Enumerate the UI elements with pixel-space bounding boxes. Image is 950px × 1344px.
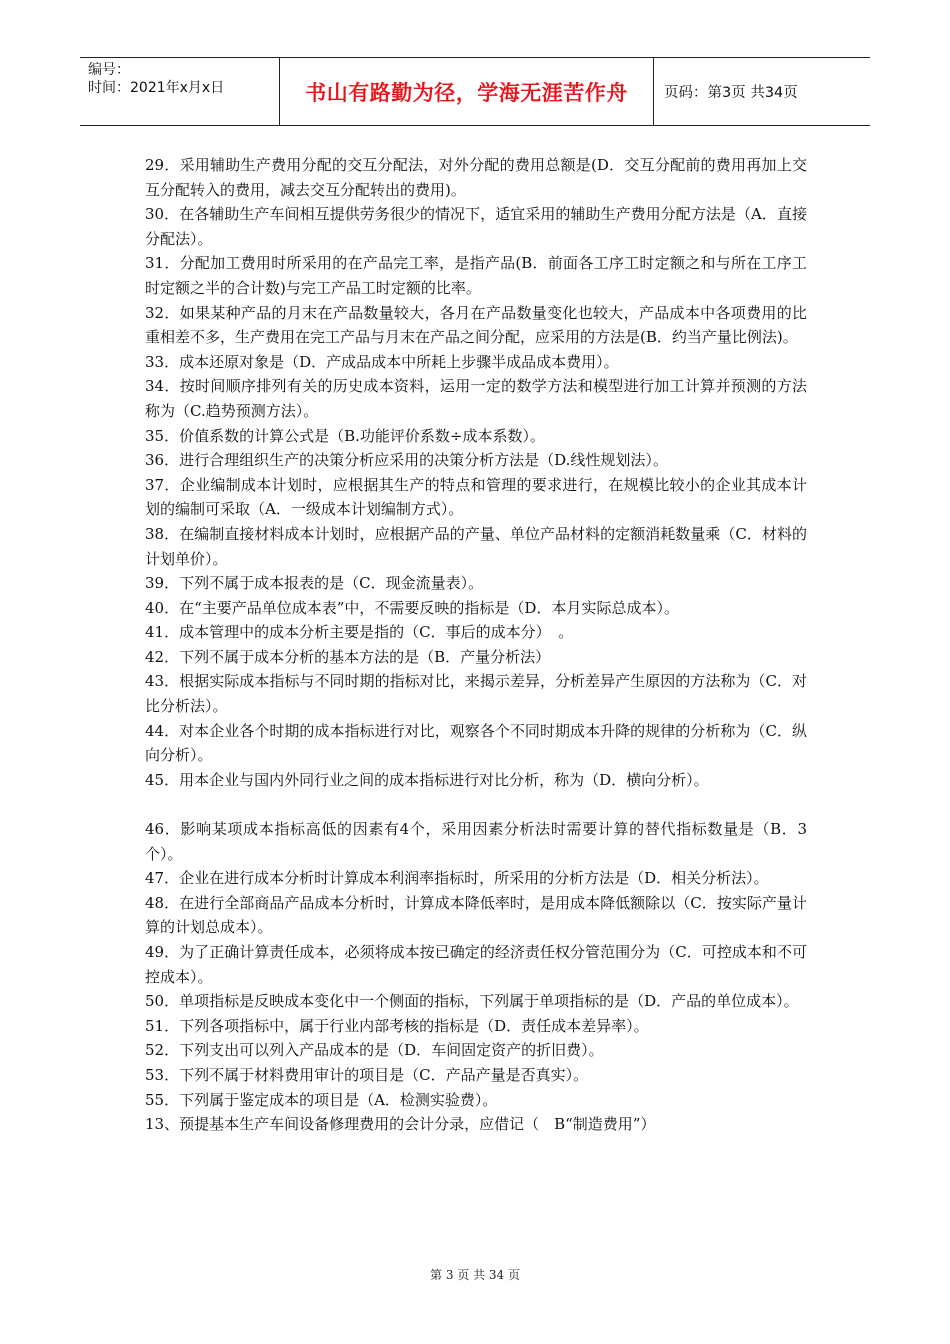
question-item: 35．价值系数的计算公式是（B.功能评价系数÷成本系数）。 [145,426,545,445]
question-item: 41．成本管理中的成本分析主要是指的（C．事后的成本分） 。 [145,623,574,642]
question-item: 32．如果某种产品的月末在产品数量较大，各月在产品数量变化也较大，产品成本中各项费用的比重相差不多，生产费用在完工产品与月末在产品之间分配，应采用的方法是(B．约当产量比例法)。 [145,303,807,347]
question-item: 51．下列各项指标中，属于行业内部考核的指标是（D．责任成本差异率）。 [145,1016,649,1035]
document-number-label: 编号： [88,62,130,78]
question-item: 53．下列不属于材料费用审计的项目是（C．产品产量是否真实）。 [145,1065,589,1084]
question-list-first [145,153,807,792]
question-item: 30．在各辅助生产车间相互提供劳务很少的情况下，适宜采用的辅助生产费用分配方法是（A．直接分配法）。 [145,205,807,248]
question-item: 55．下列属于鉴定成本的项目是（A．检测实验费）。 [145,1090,498,1109]
page-header [80,57,870,126]
question-list-second [145,817,807,1137]
question-item: 52．下列支出可以列入产品成本的是（D．车间固定资产的折旧费）。 [145,1041,604,1060]
page-footer: 第 3 页 共 34 页 [430,1268,520,1282]
section-gap [145,792,807,817]
question-item: 34．按时间顺序排列有关的历史成本资料，运用一定的数学方法和模型进行加工计算并预测的方法称为（C.趋势预测方法）。 [145,377,807,420]
question-item: 38．在编制直接材料成本计划时，应根据产品的产量、单位产品材料的定额消耗数量乘（C．材料的计划单价）。 [145,524,807,568]
question-item: 43．根据实际成本指标与不同时期的指标对比，来揭示差异，分析差异产生原因的方法称为（C．对比分析法）。 [145,672,807,716]
document-body [145,153,807,1137]
question-item: 49．为了正确计算责任成本，必须将成本按已确定的经济责任权分管范围分为（C．可控成本和不可控成本）。 [145,943,807,986]
question-item: 46．影响某项成本指标高低的因素有4个，采用因素分析法时需要计算的替代指标数量是（B．3个）。 [145,820,807,863]
question-item: 48．在进行全部商品产品成本分析时，计算成本降低率时，是用成本降低额除以（C．按实际产量计算的计划总成本）。 [145,893,807,937]
question-item: 37．企业编制成本计划时，应根据其生产的特点和管理的要求进行，在规模比较小的企业其成本计划的编制可采取（A．一级成本计划编制方式）。 [145,475,807,519]
question-item: 45．用本企业与国内外同行业之间的成本指标进行对比分析，称为（D．横向分析）。 [145,770,709,789]
question-item: 42．下列不属于成本分析的基本方法的是（B．产量分析法） [145,647,551,666]
question-item: 44．对本企业各个时期的成本指标进行对比，观察各个不同时期成本升降的规律的分析称为（C．纵向分析）。 [145,721,807,765]
question-item: 29．采用辅助生产费用分配的交互分配法，对外分配的费用总额是(D．交互分配前的费用再加上交互分配转入的费用，减去交互分配转出的费用)。 [145,156,807,199]
question-item: 33．成本还原对象是（D．产成品成本中所耗上步骤半成品成本费用）。 [145,352,619,371]
document-time-label: 时间：2021年x月x日 [88,80,225,96]
question-item: 47．企业在进行成本分析时计算成本利润率指标时，所采用的分析方法是（D．相关分析法）。 [145,869,769,888]
question-item: 40．在“主要产品单位成本表”中，不需要反映的指标是（D．本月实际总成本）。 [145,598,679,617]
question-item: 39．下列不属于成本报表的是（C．现金流量表）。 [145,574,484,593]
question-item: 31．分配加工费用时所采用的在产品完工率，是指产品(B．前面各工序工时定额之和与所在工序工时定额之半的合计数)与完工产品工时定额的比率。 [145,254,807,297]
header-motto: 书山有路勤为径，学海无涯苦作舟 [280,58,654,125]
header-meta [80,58,280,125]
question-item: 13、预提基本生产车间设备修理费用的会计分录，应借记（ B“制造费用”） [145,1115,656,1134]
question-item: 50．单项指标是反映成本变化中一个侧面的指标，下列属于单项指标的是（D．产品的单位成本）。 [145,992,799,1011]
header-page-number: 页码：第3页 共34页 [664,85,798,101]
question-item: 36．进行合理组织生产的决策分析应采用的决策分析方法是（D.线性规划法）。 [145,451,668,470]
